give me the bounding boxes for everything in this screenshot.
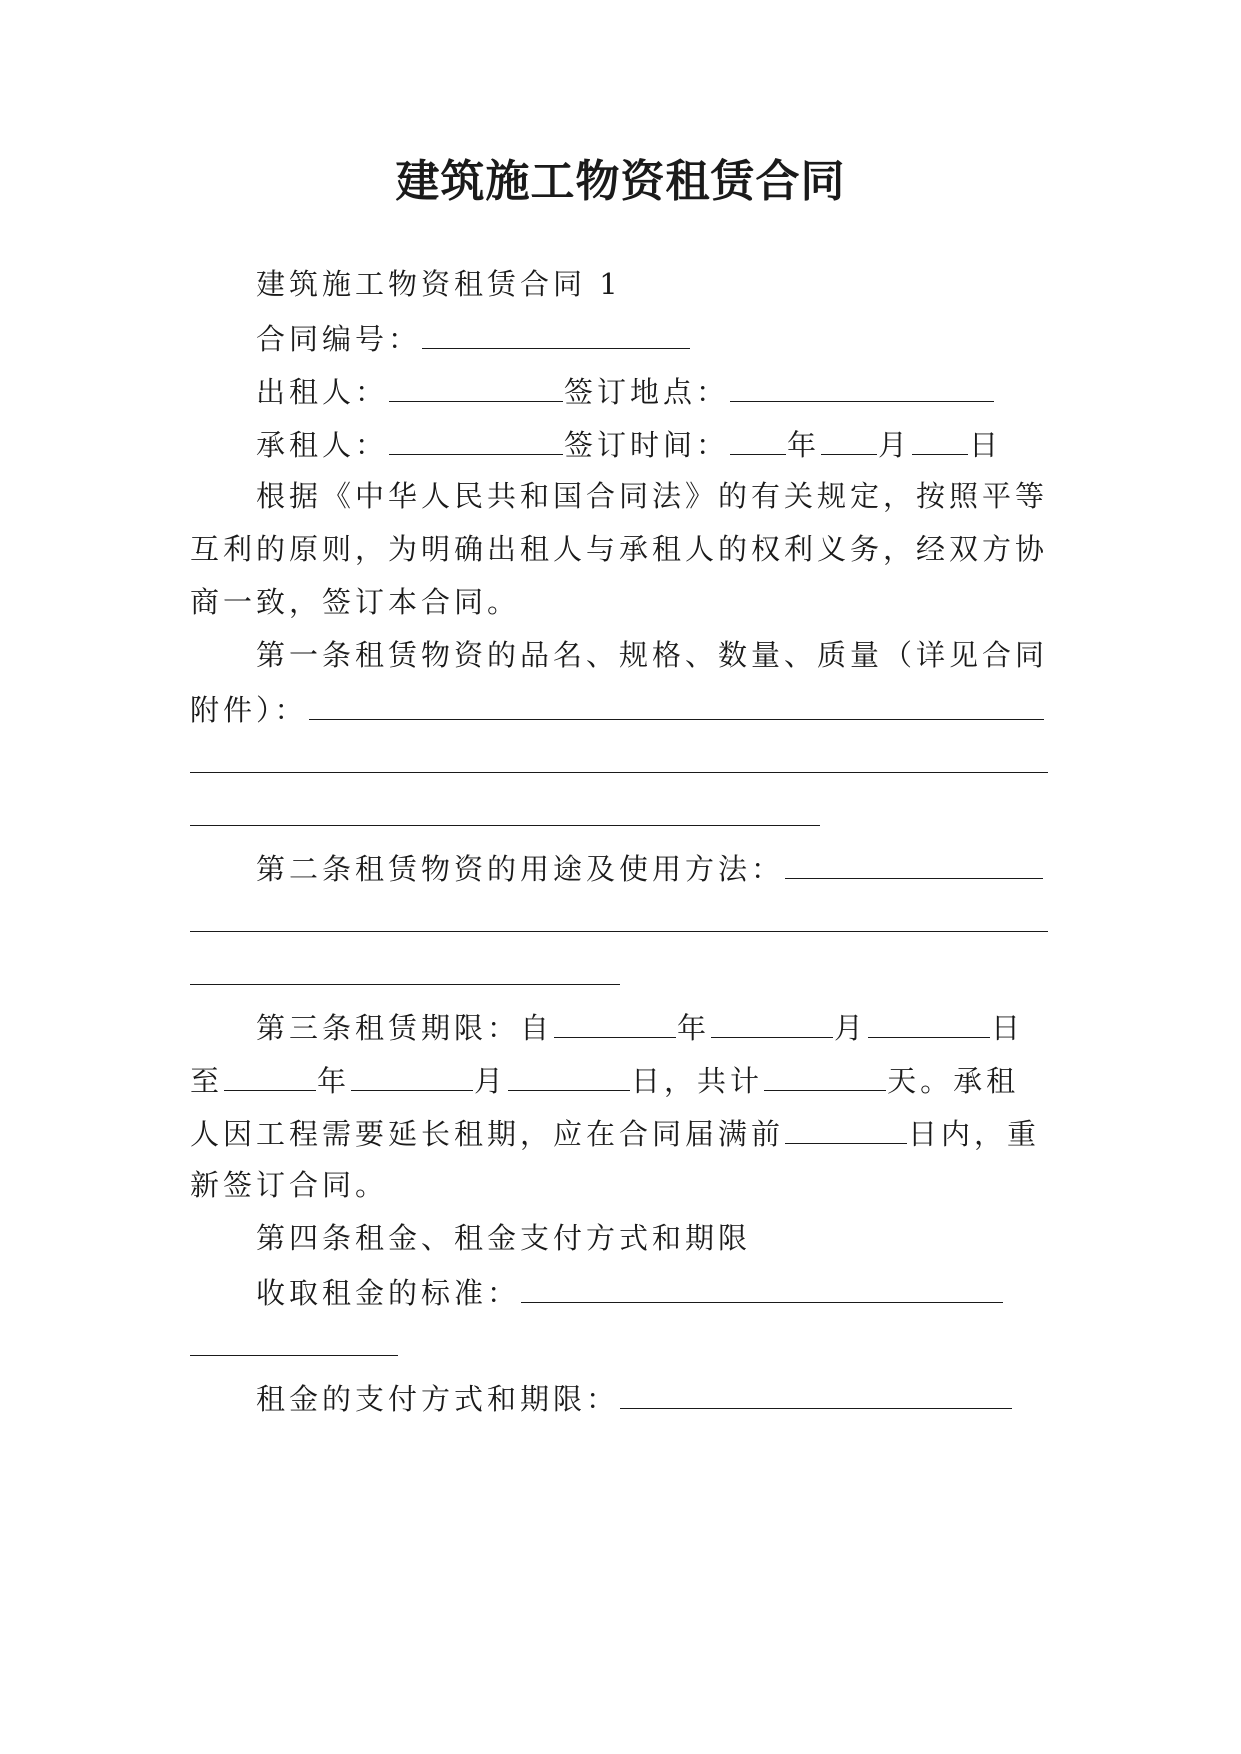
article1-blank-1[interactable]	[309, 679, 1044, 720]
article2-line-2	[190, 891, 1048, 949]
article3-line-4: 新签订合同。	[190, 1168, 389, 1202]
term-start-month-blank[interactable]	[711, 997, 833, 1038]
article1-blank-3[interactable]	[190, 785, 820, 826]
term-extend-days-blank[interactable]	[785, 1103, 907, 1144]
sign-month-label: 月	[878, 428, 912, 462]
term-end-day-blank[interactable]	[508, 1050, 630, 1091]
term-end-year-label: 年	[317, 1064, 351, 1098]
article1-line-3	[190, 732, 1048, 790]
article1-attachment-label: 附件）：	[190, 693, 308, 727]
rent-standard-row	[190, 1262, 1048, 1320]
lessor-label: 出租人：	[256, 375, 389, 409]
preamble-line-2: 互利的原则，为明确出租人与承租人的权利义务，经双方协	[190, 532, 1049, 566]
rent-payment-label: 租金的支付方式和期限：	[256, 1382, 620, 1416]
article2-blank-1[interactable]	[785, 838, 1043, 879]
preamble-line-3: 商一致，签订本合同。	[190, 585, 521, 619]
article3-line-1	[190, 997, 1048, 1055]
lessee-blank[interactable]	[389, 414, 563, 455]
term-to-label: 至	[190, 1064, 224, 1098]
term-end-month-label: 月	[474, 1064, 508, 1098]
rent-standard-label: 收取租金的标准：	[256, 1276, 521, 1310]
sign-day-label: 日	[969, 428, 1003, 462]
term-start-month-label: 月	[834, 1011, 868, 1045]
term-start-day-label: 日	[991, 1011, 1025, 1045]
term-extend-suffix: 日内，重	[908, 1117, 1041, 1151]
article2-line-3	[190, 944, 1048, 1002]
sign-time-label: 签订时间：	[564, 428, 730, 462]
sign-year-label: 年	[787, 428, 821, 462]
term-start-year-blank[interactable]	[554, 997, 676, 1038]
lessee-label: 承租人：	[256, 428, 389, 462]
article2-label: 第二条租赁物资的用途及使用方法：	[256, 852, 785, 886]
term-end-month-blank[interactable]	[351, 1050, 473, 1091]
article2-blank-3[interactable]	[190, 944, 620, 985]
sign-year-blank[interactable]	[730, 414, 786, 455]
term-end-year-blank[interactable]	[224, 1050, 316, 1091]
article3-term-label: 第三条租赁期限：自	[256, 1011, 554, 1045]
lessor-blank[interactable]	[389, 361, 563, 402]
rent-payment-blank[interactable]	[620, 1368, 1012, 1409]
term-days-label: 天。承租	[887, 1064, 1020, 1098]
contract-number-row	[190, 308, 1048, 366]
rent-payment-row	[190, 1368, 1048, 1426]
document-title: 建筑施工物资租赁合同	[395, 156, 846, 207]
lessor-row	[190, 361, 1048, 419]
contract-number-blank[interactable]	[422, 308, 690, 349]
contract-number-label: 合同编号：	[256, 322, 422, 356]
article1-line-4	[190, 785, 1048, 843]
sign-place-label: 签订地点：	[564, 375, 730, 409]
term-days-blank[interactable]	[764, 1050, 886, 1091]
lessee-row	[190, 414, 1048, 472]
article2-blank-2[interactable]	[190, 891, 1048, 932]
rent-standard-row-2	[190, 1315, 1048, 1373]
article4-title: 第四条租金、租金支付方式和期限	[256, 1221, 752, 1255]
article1-blank-2[interactable]	[190, 732, 1048, 773]
sign-day-blank[interactable]	[912, 414, 968, 455]
term-extend-label: 人因工程需要延长租期，应在合同届满前	[190, 1117, 785, 1151]
article1-line-1: 第一条租赁物资的品名、规格、数量、质量（详见合同	[256, 638, 1049, 672]
article2-line-1	[190, 838, 1048, 896]
term-total-label: 日，共计	[631, 1064, 764, 1098]
preamble-line-1: 根据《中华人民共和国合同法》的有关规定，按照平等	[256, 479, 1049, 513]
term-start-year-label: 年	[677, 1011, 711, 1045]
article3-line-3	[190, 1103, 1048, 1161]
rent-standard-blank-1[interactable]	[521, 1262, 1003, 1303]
sign-place-blank[interactable]	[730, 361, 994, 402]
sign-month-blank[interactable]	[821, 414, 877, 455]
term-start-day-blank[interactable]	[868, 997, 990, 1038]
article3-line-2	[190, 1050, 1048, 1108]
contract-heading: 建筑施工物资租赁合同 1	[256, 267, 622, 301]
article1-line-2	[190, 679, 1048, 737]
rent-standard-blank-2[interactable]	[190, 1315, 398, 1356]
